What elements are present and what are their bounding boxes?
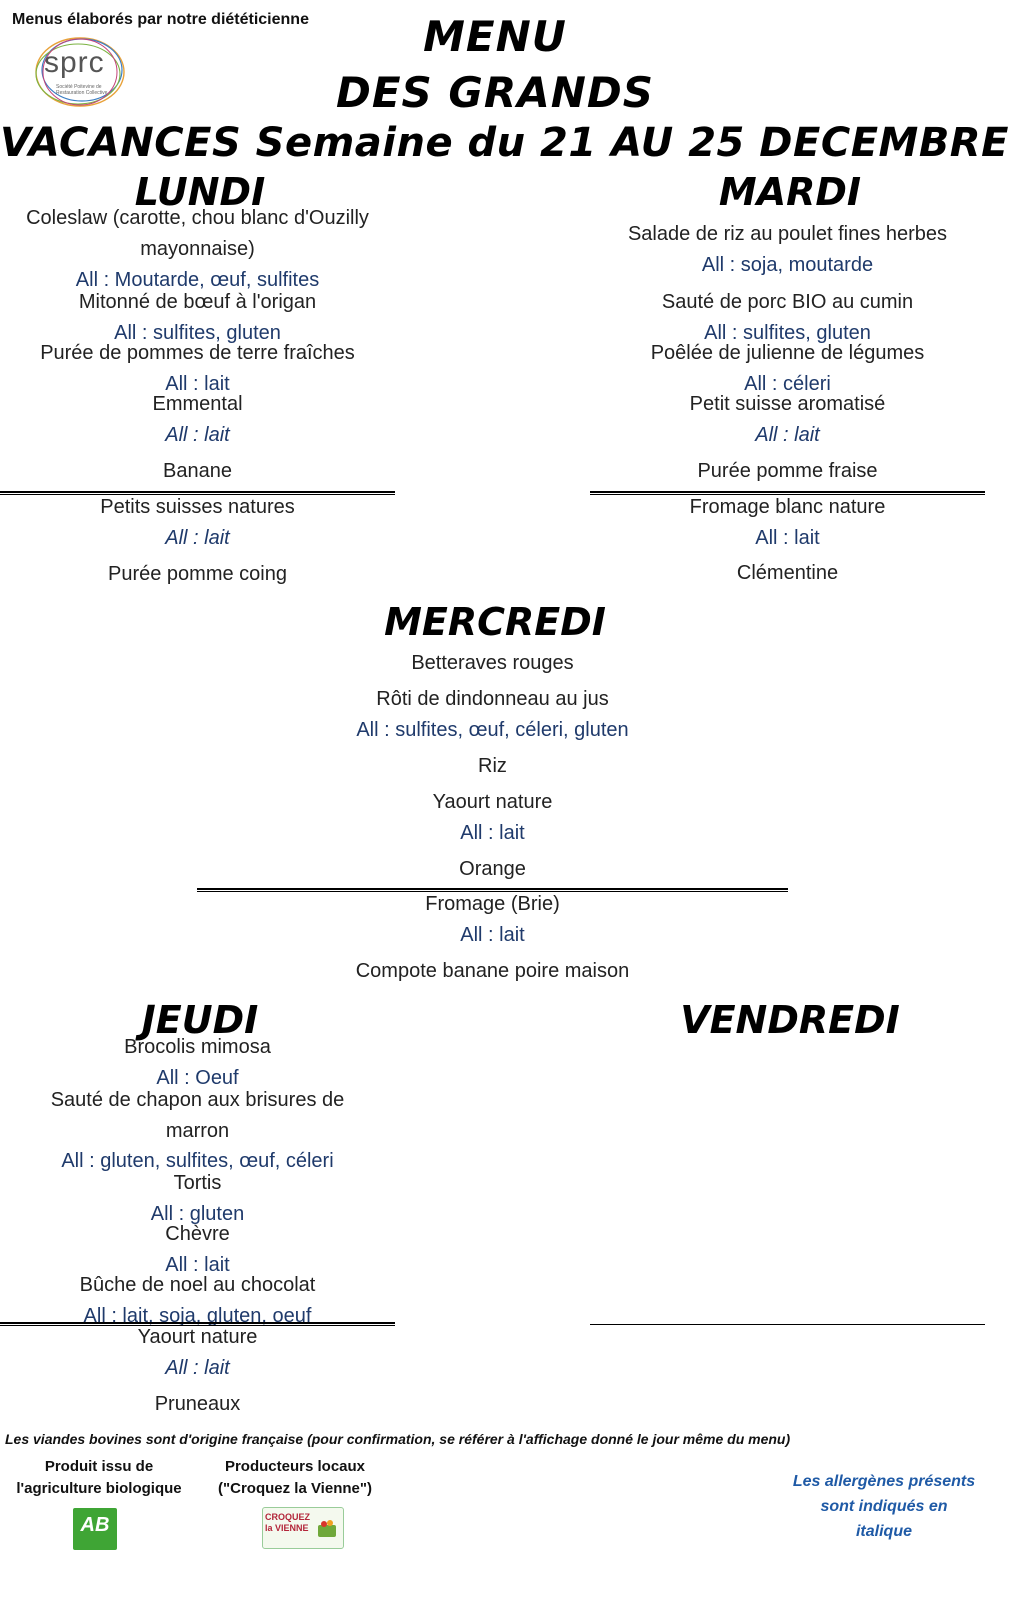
croquez-la-vienne-logo [262, 1507, 344, 1549]
allergen-item: All : gluten [150, 1203, 245, 1225]
allergen-item: All : lait [165, 424, 230, 446]
allergen-item: All : Moutarde, œuf, sulfites [75, 269, 320, 291]
meat-origin-note: Les viandes bovines sont d'origine française (pour confirmation, se référer à l'affichage donné le jour même du menu) [5, 1431, 791, 1447]
lundi-menu [0, 203, 395, 486]
dietitian-note: Menus élaborés par notre diététicienne [12, 11, 309, 28]
dish-item: Petit suisse aromatisé [689, 393, 886, 415]
allergen-note-line1: Les allergènes présents [792, 1473, 976, 1490]
dish-item: Salade de riz au poulet fines herbes [627, 223, 948, 245]
jeudi-goute [0, 1322, 395, 1419]
ab-logo-text: AB [80, 1514, 110, 1536]
dish-item: Betteraves rouges [411, 652, 574, 674]
sprc-logo-subtext: Société Poitevine de Restauration Collective [56, 84, 108, 96]
allergen-item: All : soja, moutarde [701, 254, 874, 276]
dish-item: Brocolis mimosa [124, 1036, 271, 1058]
dish-item: Tortis [173, 1172, 222, 1194]
title-des-grands: DES GRANDS [335, 68, 654, 117]
mardi-menu [590, 219, 985, 486]
bio-label-line2: l'agriculture biologique [16, 1480, 182, 1497]
dish-item: Banane [163, 460, 232, 482]
day-lundi: LUNDI [134, 170, 266, 214]
allergen-item: All : sulfites, gluten [704, 322, 871, 344]
dish-item: Fromage (Brie) [425, 893, 560, 915]
allergen-item: All : sulfites, gluten [114, 322, 281, 344]
allergen-item: All : lait, soja, gluten, oeuf [83, 1305, 312, 1327]
dish-item: Petits suisses natures [100, 496, 295, 518]
day-vendredi: VENDREDI [680, 998, 900, 1042]
dish-item: Riz [478, 755, 507, 777]
croquez-logo-text: CROQUEZ la VIENNE [265, 1512, 310, 1533]
mercredi-menu [295, 648, 690, 884]
dish-item: Sauté de porc BIO au cumin [661, 291, 914, 313]
mercredi-goute [295, 889, 690, 986]
allergen-note-line3: italique [855, 1523, 912, 1540]
dish-item: Coleslaw (carotte, chou blanc d'Ouzilly [26, 207, 369, 229]
day-mardi: MARDI [718, 170, 862, 214]
local-label-line1: Producteurs locaux [224, 1458, 366, 1475]
day-mercredi: MERCREDI [384, 600, 606, 644]
dish-item: Purée pomme coing [108, 563, 287, 585]
day-jeudi: JEUDI [141, 998, 259, 1042]
allergen-item: All : céleri [744, 373, 831, 395]
dish-item: Fromage blanc nature [689, 496, 886, 518]
allergen-note-line2: sont indiqués en [820, 1498, 948, 1515]
local-producers-label [200, 1456, 390, 1500]
allergen-item: All : lait [755, 424, 820, 446]
basket-icon [315, 1516, 339, 1540]
sprc-logo [30, 34, 130, 114]
allergen-item: All : lait [165, 373, 230, 395]
dish-item: Compote banane poire maison [355, 960, 630, 982]
allergen-item: All : lait [755, 527, 820, 549]
title-menu: MENU [423, 12, 567, 61]
allergen-item: All : lait [165, 527, 230, 549]
dish-item: marron [165, 1120, 230, 1142]
allergen-item: All : lait [165, 1357, 230, 1379]
dish-item: Poêlée de julienne de légumes [650, 342, 925, 364]
dish-item: Yaourt nature [137, 1326, 258, 1348]
allergen-item: All : lait [460, 924, 525, 946]
allergen-item: All : lait [165, 1254, 230, 1276]
dish-item: Mitonné de bœuf à l'origan [78, 291, 317, 313]
dish-item: Clémentine [736, 562, 839, 584]
lundi-goute [0, 492, 395, 589]
allergen-note [780, 1469, 988, 1544]
sprc-logo-text: sprc [44, 46, 105, 79]
allergen-item: All : sulfites, œuf, céleri, gluten [356, 719, 629, 741]
dish-item: Purée pomme fraise [697, 460, 878, 482]
dish-item: mayonnaise) [140, 238, 255, 260]
dish-item: Purée de pommes de terre fraîches [40, 342, 355, 364]
mardi-goute [590, 492, 985, 588]
bio-label [8, 1456, 190, 1500]
dish-item: Pruneaux [154, 1393, 241, 1415]
allergen-item: All : lait [460, 822, 525, 844]
allergen-item: All : gluten, sulfites, œuf, céleri [61, 1150, 334, 1172]
allergen-item: All : Oeuf [156, 1067, 239, 1089]
dish-item: Orange [459, 858, 526, 880]
dish-item: Chèvre [165, 1223, 230, 1245]
title-vacances-semaine: VACANCES Semaine du 21 AU 25 DECEMBRE [0, 120, 1009, 166]
bio-label-line1: Produit issu de [44, 1458, 154, 1475]
dish-item: Emmental [152, 393, 243, 415]
jeudi-menu [0, 1032, 395, 1327]
dish-item: Sauté de chapon aux brisures de [50, 1089, 345, 1111]
dish-item: Yaourt nature [432, 791, 553, 813]
local-label-line2: ("Croquez la Vienne") [218, 1480, 372, 1497]
dish-item: Bûche de noel au chocolat [79, 1274, 316, 1296]
ab-logo [73, 1508, 117, 1550]
vendredi-divider [590, 1324, 985, 1325]
dish-item: Rôti de dindonneau au jus [376, 688, 609, 710]
